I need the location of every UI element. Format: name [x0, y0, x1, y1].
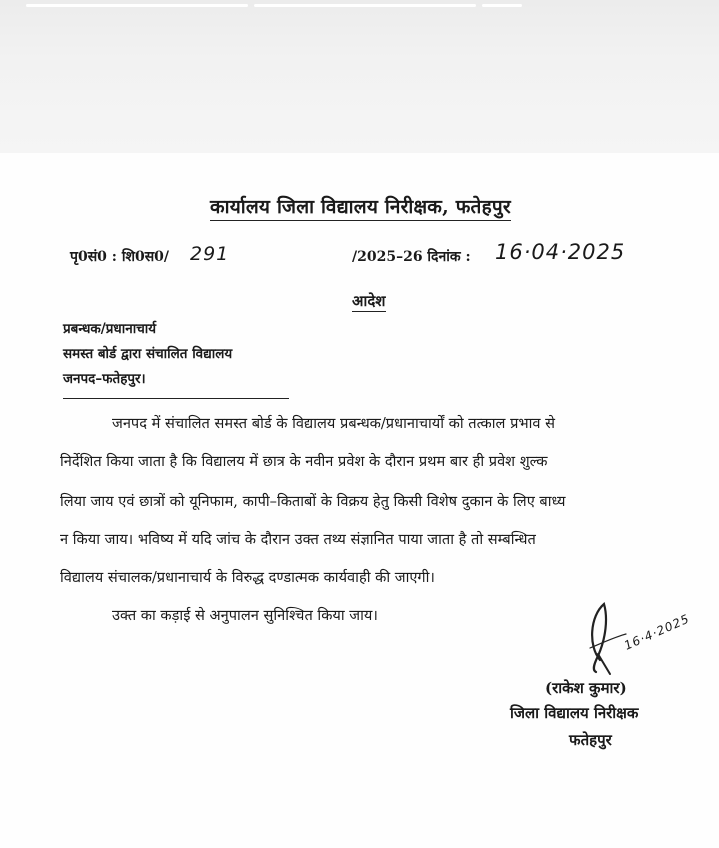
progress-segment	[254, 4, 476, 7]
signatory-designation: जिला विद्यालय निरीक्षक	[510, 704, 639, 722]
signatory-place: फतेहपुर	[569, 731, 612, 749]
body-line: न किया जाय। भविष्य में यदि जांच के दौरान उक्त तथ्य संज्ञानित पाया जाता है तो सम्बन्धित	[60, 531, 536, 548]
addressee-divider	[63, 398, 289, 399]
order-title: आदेश	[352, 292, 386, 310]
body-line: लिया जाय एवं छात्रों को यूनिफाम, कापी–किताबों के विक्रय हेतु किसी विशेष दुकान के लिए बाध्य	[60, 493, 566, 510]
addressee-line: समस्त बोर्ड द्वारा संचालित विद्यालय	[63, 346, 233, 362]
photo-top-strip	[0, 0, 719, 153]
signature-date: 16·4·2025	[622, 611, 692, 653]
body-line: विद्यालय संचालक/प्रधानाचार्य के विरुद्ध दण्डात्मक कार्यवाही की जाएगी।	[60, 569, 435, 586]
progress-segment	[26, 4, 248, 7]
body-line: निर्देशित किया जाता है कि विद्यालय में छात्र के नवीन प्रवेश के दौरान प्रथम बार ही प्रवेश शुल्क	[60, 453, 548, 470]
reference-number: 291	[190, 243, 230, 265]
progress-segment	[482, 4, 522, 7]
addressee-line: जनपद–फतेहपुर।	[63, 371, 146, 387]
reference-suffix: /2025–26 दिनांक :	[352, 249, 471, 265]
letter-date: 16·04·2025	[495, 240, 626, 264]
addressee-line: प्रबन्धक/प्रधानाचार्य	[63, 321, 157, 337]
signatory-name: (राकेश कुमार)	[545, 679, 627, 697]
body-line: जनपद में संचालित समस्त बोर्ड के विद्यालय प्रबन्धक/प्रधानाचार्यों को तत्काल प्रभाव से	[112, 415, 556, 432]
closing-line: उक्त का कड़ाई से अनुपालन सुनिश्चित किया जाय।	[112, 607, 378, 624]
office-heading: कार्यालय जिला विद्यालय निरीक्षक, फतेहपुर	[210, 193, 511, 221]
reference-prefix: पृ0सं0 : शि0स0/	[70, 249, 170, 265]
